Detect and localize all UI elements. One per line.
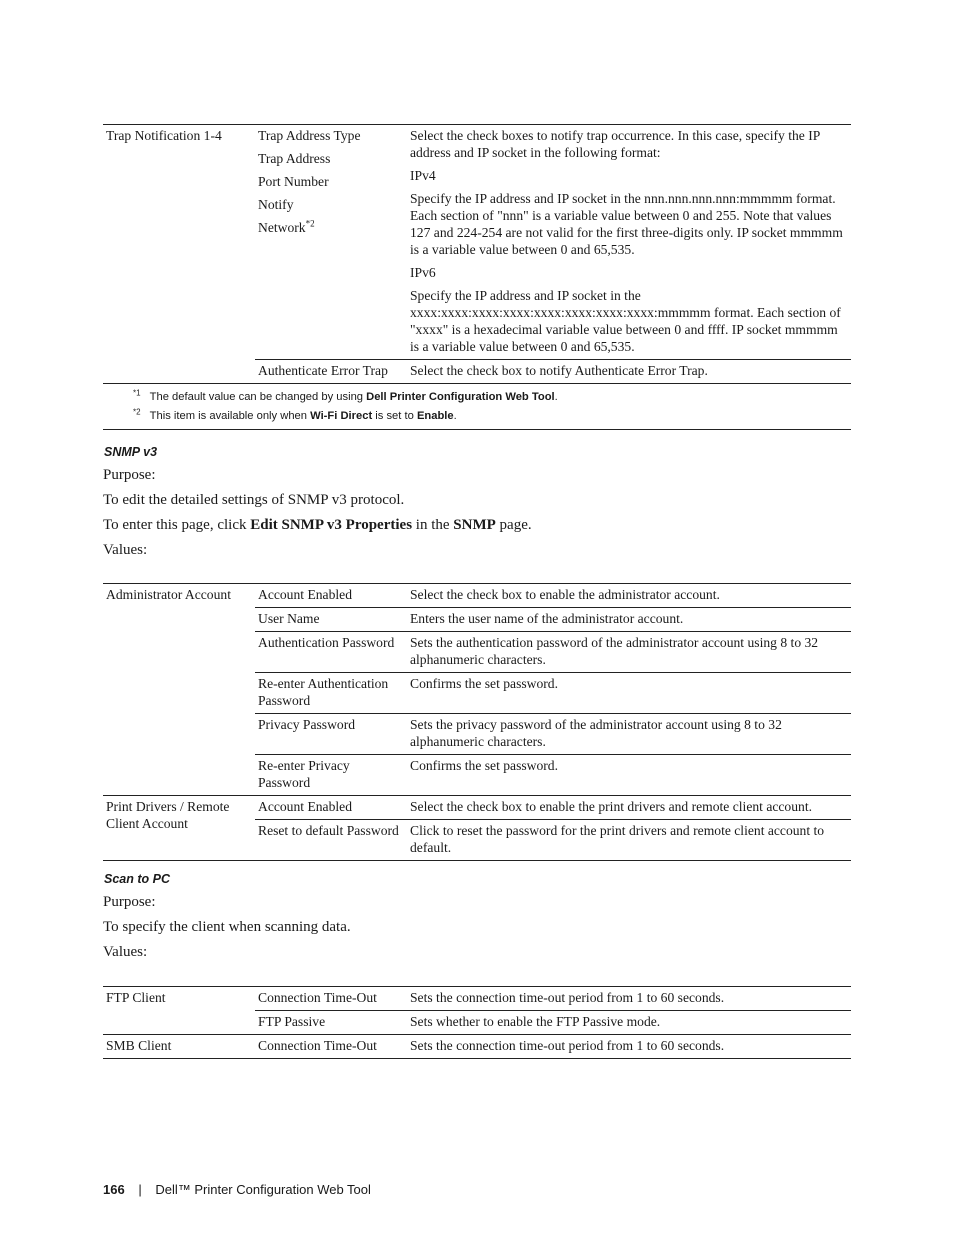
trap-item-port-number: Port Number	[258, 174, 329, 189]
snmp-page-name: SNMP	[453, 517, 496, 533]
footnote-2-mid: is set to	[372, 410, 417, 422]
scan-smb-row-name: Connection Time-Out	[258, 1038, 377, 1053]
snmp-admin-row-desc: Select the check box to enable the administrator account.	[410, 587, 720, 602]
trap-item-address-type: Trap Address Type	[258, 128, 361, 143]
scan-purpose-label: Purpose:	[103, 894, 156, 910]
snmp-admin-row-desc: Sets the authentication password of the administrator account using 8 to 32 alphanumeric characters.	[407, 632, 851, 673]
table-row	[103, 584, 851, 608]
scan-ftp-row-name: Connection Time-Out	[258, 990, 377, 1005]
footnote-2-bold2: Enable	[416, 410, 454, 422]
snmp-purpose-label: Purpose:	[103, 467, 156, 483]
table-row	[103, 796, 851, 820]
trap-desc-ipv6-text: Specify the IP address and IP socket in the xxxx:xxxx:xxxx:xxxx:xxxx:xxxx:xxxx:xxxx:mmmmm format. Each section of "xxxx" is a hexadecimal variable value between 0 and ffff. IP socket mmmmm is a variable value between 0 and 65,535.	[410, 288, 841, 354]
trap-items	[255, 125, 407, 360]
snmp-print-group: Print Drivers / Remote Client Account	[103, 796, 255, 861]
trap-desc-ipv4-text: Specify the IP address and IP socket in the nnn.nnn.nnn.nnn:mmmmm format. Each section of "nnn" is a variable value between 0 and 255. Note that values 127 and 224-254 are not valid for the first three-digits only. IP socket mmmmm is a variable value between 0 and 65,535.	[410, 191, 843, 257]
trap-item-network: Network	[258, 220, 306, 235]
trap-auth-desc: Select the check box to notify Authenticate Error Trap.	[407, 360, 851, 384]
footer-title: Dell™ Printer Configuration Web Tool	[155, 1182, 371, 1197]
trap-item-notify: Notify	[258, 197, 294, 212]
table-row	[103, 1035, 851, 1059]
snmp-heading: SNMP v3	[104, 445, 158, 459]
snmp-enter-mid: in the	[412, 517, 454, 533]
snmp-enter-post: page.	[495, 517, 532, 533]
scan-values-section	[103, 986, 851, 1059]
footnote-2-mark: *2	[133, 407, 141, 417]
trap-desc-intro: Select the check boxes to notify trap occurrence. In this case, specify the IP address and IP socket in the following format:	[410, 128, 820, 160]
table-row	[103, 987, 851, 1011]
snmp-admin-row-name: Authentication Password	[255, 632, 407, 673]
footnote-1-pre: The default value can be changed by using	[149, 391, 367, 403]
trap-group-label: Trap Notification 1-4	[106, 128, 222, 143]
scan-ftp-row-desc: Sets whether to enable the FTP Passive mode.	[407, 1011, 851, 1035]
trap-item-address: Trap Address	[258, 151, 331, 166]
trap-description	[407, 125, 851, 360]
snmp-admin-row-name: Re-enter Authentication Password	[255, 673, 407, 714]
footnote-1-mark: *1	[133, 388, 141, 398]
snmp-admin-group: Administrator Account	[106, 587, 231, 602]
scan-smb-row-desc: Sets the connection time-out period from 1 to 60 seconds.	[410, 1038, 725, 1053]
footnote-1-post: .	[554, 391, 558, 403]
page-footer	[103, 1181, 371, 1198]
scan-purpose-text: To specify the client when scanning data.	[103, 919, 351, 935]
snmp-purpose-text: To edit the detailed settings of SNMP v3 protocol.	[103, 492, 405, 508]
scan-ftp-group: FTP Client	[106, 990, 166, 1005]
snmp-admin-row-desc: Confirms the set password.	[407, 673, 851, 714]
snmp-values-table	[103, 583, 851, 861]
scan-values-label: Values:	[103, 944, 148, 960]
snmp-enter-instructions	[103, 517, 532, 534]
snmp-admin-row-desc: Enters the user name of the administrator account.	[407, 608, 851, 632]
snmp-enter-pre: To enter this page, click	[103, 517, 251, 533]
snmp-print-row-name: Account Enabled	[258, 799, 352, 814]
trap-notification-table	[103, 124, 851, 384]
page-number: 166	[103, 1182, 125, 1197]
snmp-admin-row-name: Privacy Password	[255, 714, 407, 755]
snmp-admin-row-name: Re-enter Privacy Password	[255, 755, 407, 796]
scan-ftp-row-desc: Sets the connection time-out period from 1 to 60 seconds.	[410, 990, 725, 1005]
footnote-divider	[103, 429, 851, 430]
snmp-admin-row-name: User Name	[255, 608, 407, 632]
footnote-2-post: .	[453, 410, 457, 422]
trap-desc-ipv4-label: IPv4	[410, 168, 436, 183]
snmp-admin-row-name: Account Enabled	[258, 587, 352, 602]
trap-auth-label: Authenticate Error Trap	[255, 360, 407, 384]
trap-item-network-wrap	[258, 219, 404, 236]
footnote-2	[133, 409, 457, 423]
snmp-print-row-name: Reset to default Password	[255, 820, 407, 861]
scan-ftp-row-name: FTP Passive	[255, 1011, 407, 1035]
scan-smb-group: SMB Client	[106, 1038, 172, 1053]
trap-desc-ipv6-label: IPv6	[410, 265, 436, 280]
trap-item-network-footnote-mark: *2	[305, 218, 315, 229]
snmp-admin-row-desc: Sets the privacy password of the administrator account using 8 to 32 alphanumeric characters.	[407, 714, 851, 755]
snmp-print-row-desc: Select the check box to enable the print drivers and remote client account.	[410, 799, 812, 814]
footnote-1-bold: Dell Printer Configuration Web Tool	[366, 391, 555, 403]
footnote-2-bold: Wi-Fi Direct	[310, 410, 373, 422]
snmp-edit-properties-link: Edit SNMP v3 Properties	[250, 517, 413, 533]
snmp-values-section	[103, 583, 851, 861]
snmp-admin-row-desc: Confirms the set password.	[407, 755, 851, 796]
footnote-2-pre: This item is available only when	[149, 410, 311, 422]
scan-values-table	[103, 986, 851, 1059]
snmp-print-row-desc: Click to reset the password for the print drivers and remote client account to default.	[407, 820, 851, 861]
footnote-1	[133, 390, 558, 404]
snmp-values-label: Values:	[103, 542, 148, 558]
footer-separator: |	[138, 1182, 142, 1197]
scan-heading: Scan to PC	[104, 872, 170, 886]
trap-notification-section	[103, 124, 851, 384]
